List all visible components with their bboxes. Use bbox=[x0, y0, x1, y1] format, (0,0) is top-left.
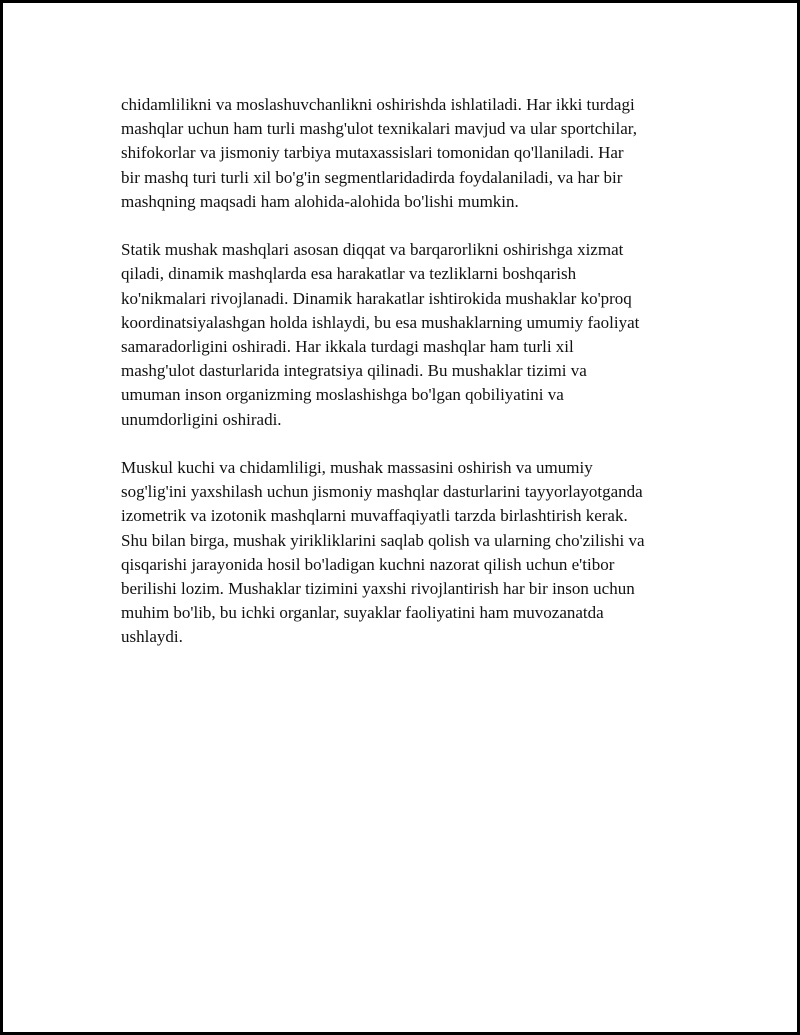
text-line: berilishi lozim. Mushaklar tizimini yaxshi rivojlantirish har bir inson uchun bbox=[121, 579, 635, 599]
text-line: samaradorligini oshiradi. Har ikkala turdagi mashqlar ham turli xil bbox=[121, 337, 574, 357]
text-line: Shu bilan birga, mushak yirikliklarini saqlab qolish va ularning cho'zilishi va bbox=[121, 530, 645, 550]
text-line: muhim bo'lib, bu ichki organlar, suyaklar faoliyatini ham muvozanatda bbox=[121, 603, 604, 623]
text-line: ko'nikmalari rivojlanadi. Dinamik harakatlar ishtirokida mushaklar ko'proq bbox=[121, 288, 632, 308]
text-line: qiladi, dinamik mashqlarda esa harakatlar va tezliklarni boshqarish bbox=[121, 264, 577, 284]
paragraph-2 bbox=[121, 238, 701, 432]
text-line: mashqning maqsadi ham alohida-alohida bo'lishi mumkin. bbox=[121, 191, 519, 211]
text-line: sog'lig'ini yaxshilash uchun jismoniy mashqlar dasturlarini tayyorlayotganda bbox=[121, 482, 643, 502]
text-line: chidamlilikni va moslashuvchanlikni oshirishda ishlatiladi. Har ikki turdagi bbox=[121, 95, 635, 114]
text-line: koordinatsiyalashgan holda ishlaydi, bu esa mushaklarning umumiy faoliyat bbox=[121, 312, 640, 332]
text-line: Muskul kuchi va chidamliligi, mushak massasini oshirish va umumiy bbox=[121, 458, 593, 478]
text-line: qisqarishi jarayonida hosil bo'ladigan kuchni nazorat qilish uchun e'tibor bbox=[121, 554, 615, 574]
text-line: unumdorligini oshiradi. bbox=[121, 409, 282, 429]
text-line: umuman inson organizming moslashishga bo'lgan qobiliyatini va bbox=[121, 385, 564, 405]
text-line: bir mashq turi turli xil bo'g'in segmentlaridadirda foydalaniladi, va har bir bbox=[121, 167, 623, 187]
text-line: ushlaydi. bbox=[121, 627, 183, 647]
text-line: mashg'ulot dasturlarida integratsiya qilinadi. Bu mushaklar tizimi va bbox=[121, 361, 587, 381]
paragraph-3 bbox=[121, 456, 701, 650]
text-line: shifokorlar va jismoniy tarbiya mutaxassislari tomonidan qo'llaniladi. Har bbox=[121, 143, 624, 163]
text-line: mashqlar uchun ham turli mashg'ulot texnikalari mavjud va ular sportchilar, bbox=[121, 119, 638, 139]
text-line: izometrik va izotonik mashqlarni muvaffaqiyatli tarzda birlashtirish kerak. bbox=[121, 506, 628, 526]
text-line: Statik mushak mashqlari asosan diqqat va barqarorlikni oshirishga xizmat bbox=[121, 240, 624, 260]
paragraph-1 bbox=[121, 93, 701, 214]
document-body bbox=[121, 93, 701, 674]
